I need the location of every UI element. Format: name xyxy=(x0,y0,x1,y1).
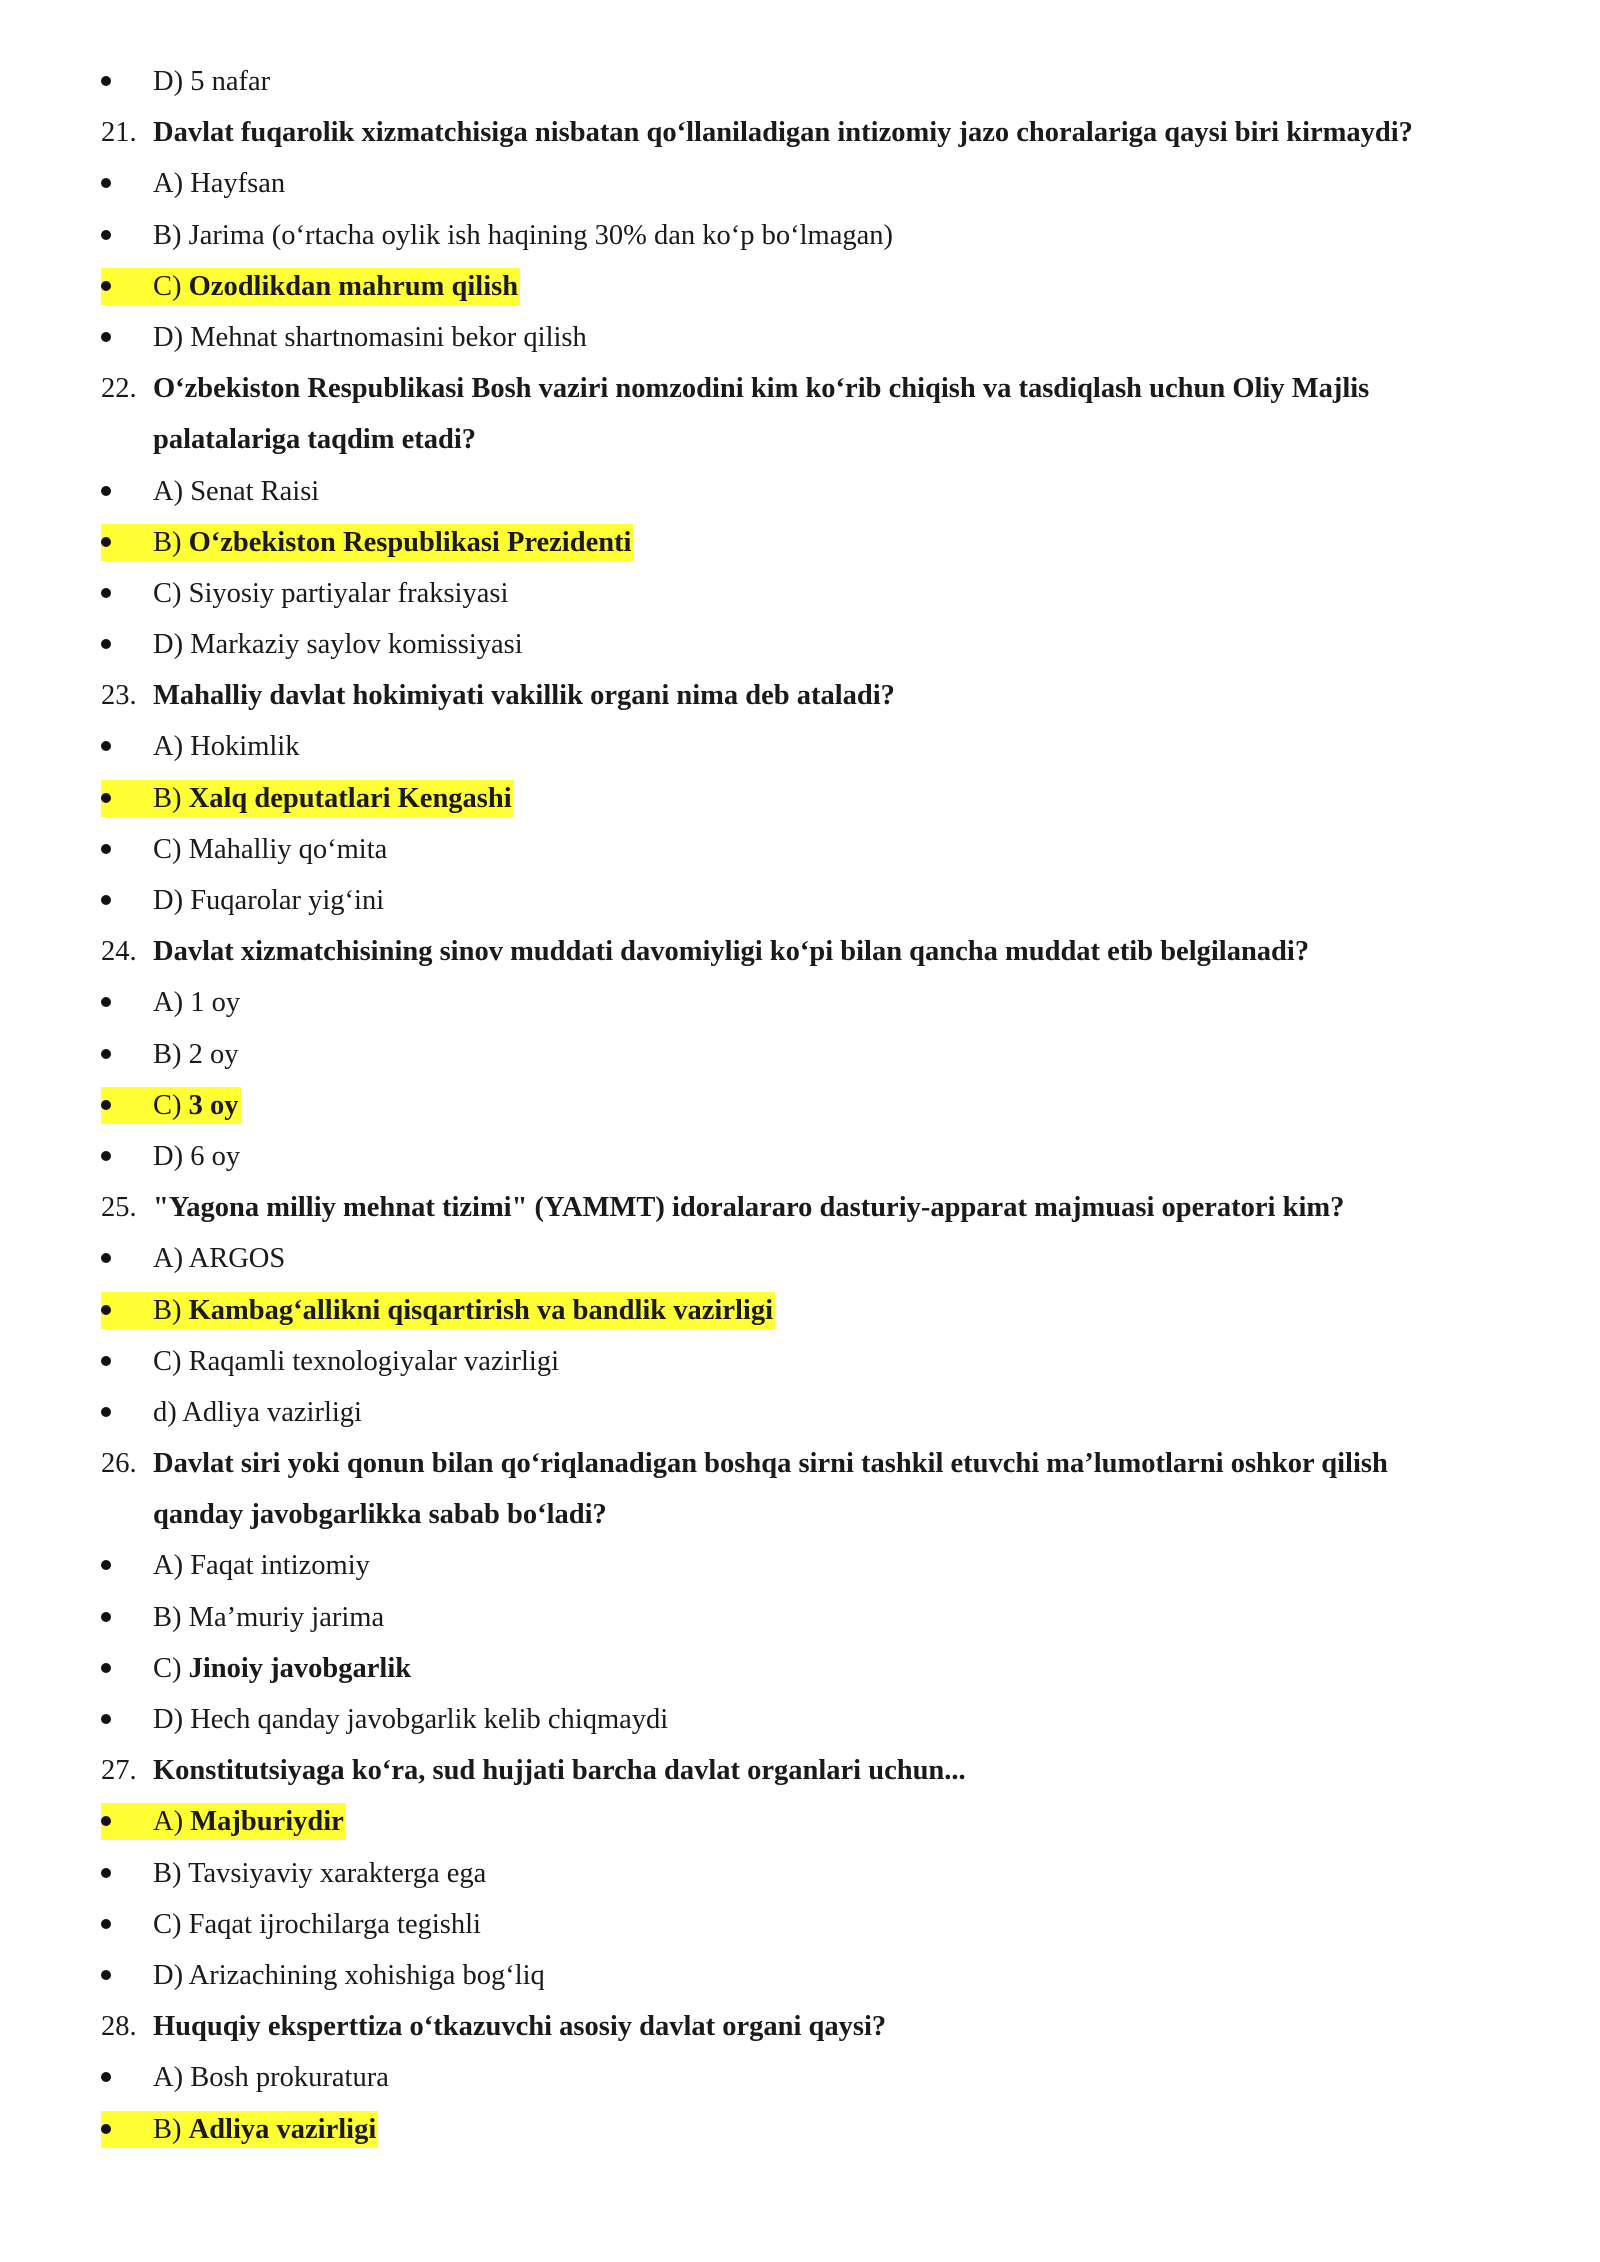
question-line xyxy=(0,363,1600,414)
bullet-icon xyxy=(101,1714,111,1724)
question-line xyxy=(0,1745,1600,1796)
option-text: C) Raqamli texnologiyalar vazirligi xyxy=(153,1345,560,1377)
option-text: A) Bosh prokuratura xyxy=(153,2062,389,2094)
correct-answer-option xyxy=(0,1796,1600,1847)
question-line xyxy=(0,926,1600,977)
bullet-icon xyxy=(101,1305,111,1315)
answer-option xyxy=(0,210,1600,261)
answer-option xyxy=(0,1899,1600,1950)
answer-option xyxy=(0,1131,1600,1182)
option-text: A) Hayfsan xyxy=(153,168,286,200)
option-text: A) Senat Raisi xyxy=(153,475,320,507)
option-letter: C) xyxy=(153,270,189,302)
option-text: A) 1 oy xyxy=(153,987,241,1019)
bullet-icon xyxy=(101,588,111,598)
answer-option xyxy=(0,1029,1600,1080)
question-text: "Yagona milliy mehnat tizimi" (YAMMT) idoralararo dasturiy-apparat majmuasi operatori kim? xyxy=(153,1192,1345,1224)
question-line-continued xyxy=(0,414,1600,465)
correct-answer-text: Kambag‘allikni qisqartirish va bandlik vazirligi xyxy=(188,1294,773,1326)
question-line xyxy=(0,2001,1600,2052)
bullet-icon xyxy=(101,1100,111,1110)
option-letter: B) xyxy=(153,1294,189,1326)
answer-option xyxy=(0,619,1600,670)
answer-option xyxy=(0,1592,1600,1643)
bullet-icon xyxy=(101,997,111,1007)
correct-answer-option xyxy=(0,517,1600,568)
correct-answer-text: 3 oy xyxy=(188,1089,239,1121)
correct-answer-text: Adliya vazirligi xyxy=(188,2113,377,2145)
bullet-icon xyxy=(101,2124,111,2134)
correct-answer-text: O‘zbekiston Respublikasi Prezidenti xyxy=(188,526,632,558)
answer-text xyxy=(153,1653,411,1684)
bullet-icon xyxy=(101,895,111,905)
answer-option xyxy=(0,824,1600,875)
answer-option xyxy=(0,1336,1600,1387)
answer-option xyxy=(0,1950,1600,2001)
question-text: Mahalliy davlat hokimiyati vakillik organi nima deb ataladi? xyxy=(153,680,895,712)
bullet-icon xyxy=(101,1868,111,1878)
question-line xyxy=(0,107,1600,158)
answer-option xyxy=(0,1387,1600,1438)
answer-highlight xyxy=(101,524,633,561)
correct-answer-option xyxy=(0,773,1600,824)
correct-answer-option xyxy=(0,1643,1600,1694)
bullet-icon xyxy=(101,844,111,854)
question-number: 24. xyxy=(101,936,137,968)
bullet-icon xyxy=(101,1612,111,1622)
option-text: D) Hech qanday javobgarlik kelib chiqmaydi xyxy=(153,1704,669,1735)
bullet-icon xyxy=(101,1663,111,1673)
option-text: A) Hokimlik xyxy=(153,731,300,763)
option-text: C) Siyosiy partiyalar fraksiyasi xyxy=(153,577,509,609)
option-letter: B) xyxy=(153,782,189,814)
bullet-icon xyxy=(101,76,111,86)
option-text: D) Fuqarolar yig‘ini xyxy=(153,885,385,916)
option-text: A) Faqat intizomiy xyxy=(153,1550,370,1582)
bullet-icon xyxy=(101,178,111,188)
bullet-icon xyxy=(101,486,111,496)
answer-option xyxy=(0,2052,1600,2103)
option-text: D) 6 oy xyxy=(153,1140,241,1172)
answer-option xyxy=(0,977,1600,1028)
answer-option xyxy=(0,1848,1600,1899)
answer-option xyxy=(0,56,1600,107)
question-number: 26. xyxy=(101,1448,137,1480)
answer-highlight xyxy=(101,268,520,305)
answer-option xyxy=(0,1694,1600,1745)
question-number: 25. xyxy=(101,1192,137,1224)
option-text: B) 2 oy xyxy=(153,1038,239,1070)
bullet-icon xyxy=(101,1970,111,1980)
answer-highlight xyxy=(101,780,514,817)
option-text: D) Mehnat shartnomasini bekor qilish xyxy=(153,321,587,353)
question-text: Huquqiy eksperttiza o‘tkazuvchi asosiy davlat organi qaysi? xyxy=(153,2011,887,2043)
correct-answer-option xyxy=(0,1080,1600,1131)
option-letter: A) xyxy=(153,1806,191,1838)
question-line xyxy=(0,1438,1600,1489)
option-text: D) Arizachining xohishiga bog‘liq xyxy=(153,1959,545,1991)
answer-option xyxy=(0,466,1600,517)
question-line-continued xyxy=(0,1489,1600,1540)
option-text: A) ARGOS xyxy=(153,1243,286,1275)
answer-option xyxy=(0,875,1600,926)
bullet-icon xyxy=(101,537,111,547)
correct-answer-text: Ozodlikdan mahrum qilish xyxy=(188,270,519,302)
option-letter: B) xyxy=(153,526,189,558)
bullet-icon xyxy=(101,1253,111,1263)
option-text: D) 5 nafar xyxy=(153,66,271,97)
option-text: B) Ma’muriy jarima xyxy=(153,1601,385,1633)
answer-option xyxy=(0,158,1600,209)
question-text: qanday javobgarlikka sabab bo‘ladi? xyxy=(153,1499,607,1531)
question-number: 21. xyxy=(101,117,137,149)
bullet-icon xyxy=(101,1151,111,1161)
correct-answer-option xyxy=(0,261,1600,312)
option-text: C) Faqat ijrochilarga tegishli xyxy=(153,1908,481,1940)
bullet-icon xyxy=(101,793,111,803)
answer-option xyxy=(0,1540,1600,1591)
answer-option xyxy=(0,721,1600,772)
question-line xyxy=(0,1182,1600,1233)
bullet-icon xyxy=(101,2072,111,2082)
option-letter: C) xyxy=(153,1089,189,1121)
answer-highlight xyxy=(101,2111,378,2148)
option-text: B) Jarima (o‘rtacha oylik ish haqining 30% dan ko‘p bo‘lmagan) xyxy=(153,219,894,251)
option-text: C) Mahalliy qo‘mita xyxy=(153,833,388,865)
bullet-icon xyxy=(101,1356,111,1366)
option-text: d) Adliya vazirligi xyxy=(153,1396,362,1428)
correct-answer-option xyxy=(0,1285,1600,1336)
question-text: Davlat siri yoki qonun bilan qo‘riqlanadigan boshqa sirni tashkil etuvchi ma’lumotlarni oshkor qilish xyxy=(153,1448,1388,1480)
option-text: B) Tavsiyaviy xarakterga ega xyxy=(153,1857,487,1889)
correct-answer-text: Jinoiy javobgarlik xyxy=(188,1652,412,1684)
bullet-icon xyxy=(101,332,111,342)
option-letter: B) xyxy=(153,2113,189,2145)
question-text: O‘zbekiston Respublikasi Bosh vaziri nomzodini kim ko‘rib chiqish va tasdiqlash uchun Oliy Majlis xyxy=(153,373,1370,405)
correct-answer-option xyxy=(0,2104,1600,2155)
answer-option xyxy=(0,312,1600,363)
bullet-icon xyxy=(101,1560,111,1570)
bullet-icon xyxy=(101,230,111,240)
bullet-icon xyxy=(101,639,111,649)
option-letter: C) xyxy=(153,1652,189,1684)
question-number: 27. xyxy=(101,1755,137,1787)
correct-answer-text: Xalq deputatlari Kengashi xyxy=(188,782,512,814)
correct-answer-text: Majburiydir xyxy=(190,1806,344,1838)
answer-highlight xyxy=(101,1803,346,1840)
bullet-icon xyxy=(101,281,111,291)
answer-highlight xyxy=(101,1087,241,1124)
answer-option xyxy=(0,568,1600,619)
question-number: 28. xyxy=(101,2011,137,2043)
bullet-icon xyxy=(101,1049,111,1059)
bullet-icon xyxy=(101,1919,111,1929)
question-text: Davlat fuqarolik xizmatchisiga nisbatan qo‘llaniladigan intizomiy jazo choralariga qaysi biri kirmaydi? xyxy=(153,117,1413,149)
question-text: Konstitutsiyaga ko‘ra, sud hujjati barcha davlat organlari uchun... xyxy=(153,1755,966,1787)
answer-highlight xyxy=(101,1292,775,1329)
bullet-icon xyxy=(101,741,111,751)
option-text: D) Markaziy saylov komissiyasi xyxy=(153,629,523,661)
bullet-icon xyxy=(101,1407,111,1417)
question-text: palatalariga taqdim etadi? xyxy=(153,424,477,456)
question-line xyxy=(0,670,1600,721)
question-number: 22. xyxy=(101,373,137,405)
answer-option xyxy=(0,1233,1600,1284)
question-number: 23. xyxy=(101,680,137,712)
question-text: Davlat xizmatchisining sinov muddati davomiyligi ko‘pi bilan qancha muddat etib belgilanadi? xyxy=(153,936,1310,968)
